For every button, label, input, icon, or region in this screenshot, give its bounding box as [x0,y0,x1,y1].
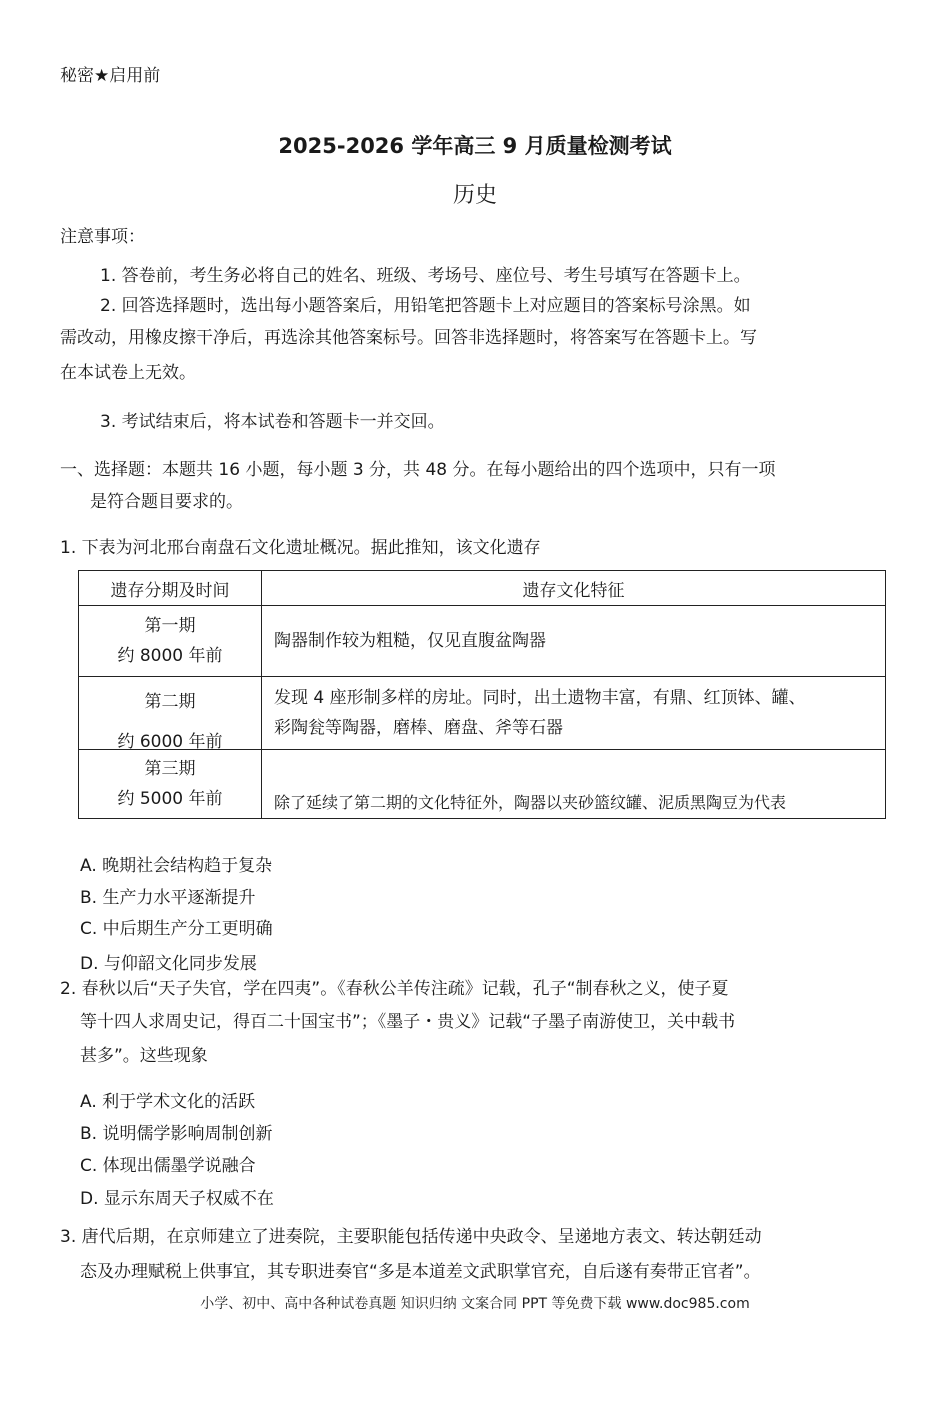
feature-text: 陶器制作较为粗糙，仅见直腹盆陶器 [274,631,546,651]
table-cell-period [79,750,262,819]
period-time: 约 6000 年前 [117,732,223,752]
table-header-period: 遗存分期及时间 [79,571,262,606]
question-3-stem-line-1: 3. 唐代后期，在京师建立了进奏院，主要职能包括传递中央政令、呈递地方表文、转达朝廷动 [60,1227,762,1247]
table-cell-period [79,606,262,677]
page-footer: 小学、初中、高中各种试卷真题 知识归纳 文案合同 PPT 等免费下载 www.doc985.com [200,1296,750,1312]
table-header-feature: 遗存文化特征 [262,571,886,606]
table-cell-feature [262,677,886,750]
question-2-option-a: A. 利于学术文化的活跃 [80,1092,256,1112]
question-1-stem: 1. 下表为河北邢台南盘石文化遗址概况。据此推知，该文化遗存 [60,538,541,558]
question-2-option-d: D. 显示东周天子权威不在 [80,1189,274,1209]
feature-text: 发现 4 座形制多样的房址。同时，出土遗物丰富，有鼎、红顶钵、罐、 [274,688,806,708]
question-2-option-b: B. 说明儒学影响周制创新 [80,1124,273,1144]
feature-text: 除了延续了第二期的文化特征外，陶器以夹砂篮纹罐、泥质黑陶豆为代表 [274,793,787,812]
question-1-option-a: A. 晚期社会结构趋于复杂 [80,856,273,876]
table-cell-period [79,677,262,750]
question-3-stem-line-2: 态及办理赋税上供事宜，其专职进奏官“多是本道差文武职掌官充，自后遂有奏带正官者”。 [80,1262,761,1282]
exam-title: 2025-2026 学年高三 9 月质量检测考试 [278,134,672,158]
notice-item-1: 1. 答卷前，考生务必将自己的姓名、班级、考场号、座位号、考生号填写在答题卡上。 [100,266,751,286]
secret-label: 秘密★启用前 [60,66,161,86]
notice-item-3: 3. 考试结束后，将本试卷和答题卡一并交回。 [100,412,445,432]
question-2-stem-line-2: 等十四人求周史记，得百二十国宝书”；《墨子・贵义》记载“子墨子南游使卫，关中载书 [80,1012,736,1032]
notice-item-2-line-1: 2. 回答选择题时，选出每小题答案后，用铅笔把答题卡上对应题目的答案标号涂黑。如 [100,296,751,316]
ruins-table [78,570,886,819]
table-row [79,750,886,819]
section-1-line-1: 一、选择题：本题共 16 小题，每小题 3 分，共 48 分。在每小题给出的四个选项中，只有一项 [60,460,776,480]
table-cell-feature [262,750,886,819]
feature-text: 彩陶瓮等陶器，磨棒、磨盘、斧等石器 [274,718,563,738]
period-label: 第二期 [144,692,196,712]
table-header-row [79,571,886,606]
question-2-stem-line-1: 2. 春秋以后“天子失官，学在四夷”。《春秋公羊传注疏》记载，孔子“制春秋之义，使子夏 [60,979,729,999]
question-1-option-c: C. 中后期生产分工更明确 [80,919,273,939]
question-2-option-c: C. 体现出儒墨学说融合 [80,1156,256,1176]
period-time: 约 8000 年前 [117,646,223,666]
question-1-option-b: B. 生产力水平逐渐提升 [80,888,256,908]
section-1-line-2: 是符合题目要求的。 [90,492,243,512]
table-row [79,677,886,750]
table-row [79,606,886,677]
question-2-stem-line-3: 甚多”。这些现象 [80,1046,208,1066]
period-time: 约 5000 年前 [117,789,223,809]
subject-title: 历史 [452,183,497,208]
notice-item-2-line-2: 需改动，用橡皮擦干净后，再选涂其他答案标号。回答非选择题时，将答案写在答题卡上。写 [60,328,757,348]
table-cell-feature [262,606,886,677]
question-1-option-d: D. 与仰韶文化同步发展 [80,954,257,974]
notice-item-2-line-3: 在本试卷上无效。 [60,363,196,383]
notice-heading: 注意事项： [60,227,145,247]
period-label: 第一期 [144,616,196,636]
period-label: 第三期 [144,759,196,779]
